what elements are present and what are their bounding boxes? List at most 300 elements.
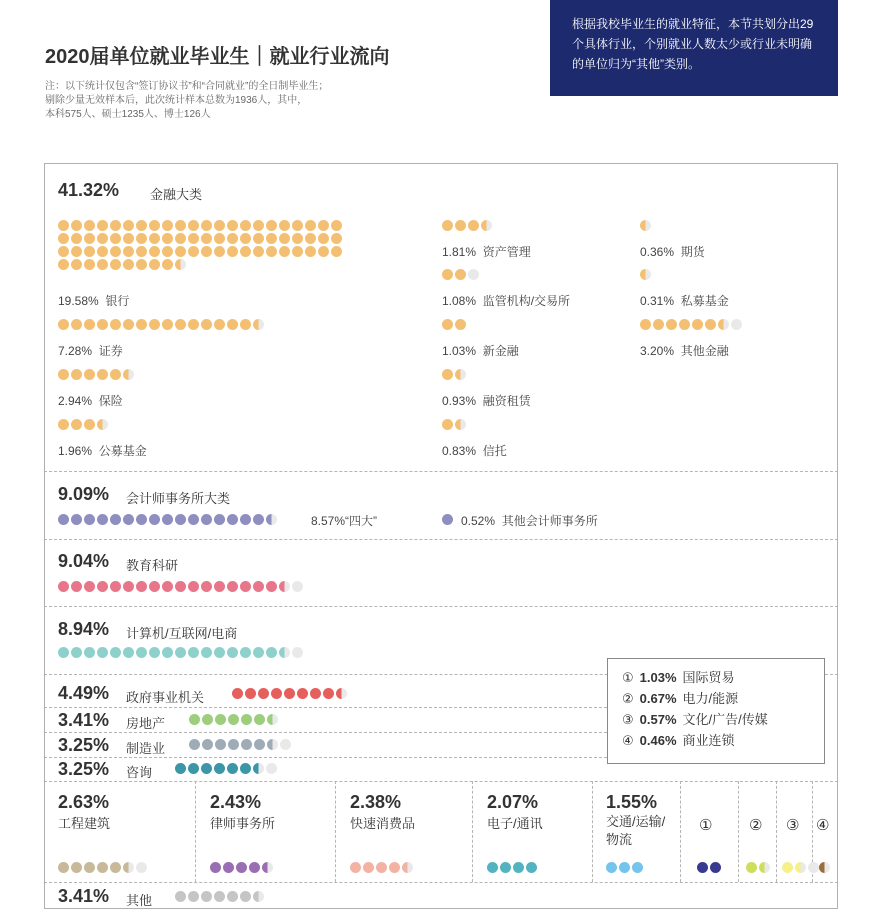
dot: [84, 246, 95, 257]
dot: [175, 514, 186, 525]
dot: [266, 233, 277, 244]
dot: [455, 319, 466, 330]
dot: [123, 246, 134, 257]
dot: [188, 319, 199, 330]
dot: [162, 259, 173, 270]
construction-pct: 2.63%: [58, 792, 110, 812]
transport-name: 交通/运输/物流: [606, 814, 666, 847]
dot: [718, 319, 729, 330]
dot: [201, 581, 212, 592]
dots-manufacturing: [189, 739, 293, 750]
dot: [214, 514, 225, 525]
dot: [402, 862, 413, 873]
dot: [253, 891, 264, 902]
dot: [123, 647, 134, 658]
dot: [215, 714, 226, 725]
dot: [58, 246, 69, 257]
fmcg-name: 快速消费品: [350, 816, 416, 831]
divider: [195, 781, 196, 882]
dot: [249, 862, 260, 873]
dot: [84, 259, 95, 270]
dot: [84, 581, 95, 592]
dots-government: [232, 688, 349, 699]
dot: [71, 369, 82, 380]
dot: [240, 514, 251, 525]
dot: [666, 319, 677, 330]
accounting-pct: 9.09%: [58, 484, 110, 504]
government-pct: 4.49%: [58, 683, 110, 703]
dots-asset-mgmt: [442, 220, 494, 231]
dot: [705, 319, 716, 330]
dot: [58, 514, 69, 525]
dot: [71, 246, 82, 257]
dots-fintech: [442, 319, 468, 330]
dot: [455, 269, 466, 280]
dot: [97, 581, 108, 592]
dot: [214, 233, 225, 244]
dot: [227, 220, 238, 231]
dot: [227, 891, 238, 902]
power-marker: ②: [749, 817, 763, 834]
dot: [97, 419, 108, 430]
label-trust: 0.83% 信托: [442, 444, 507, 458]
dot: [227, 246, 238, 257]
dot: [279, 220, 290, 231]
dot: [175, 319, 186, 330]
dot: [110, 246, 121, 257]
dot: [84, 419, 95, 430]
dot: [487, 862, 498, 873]
dot: [84, 647, 95, 658]
dots-education: [58, 581, 305, 592]
dot: [331, 220, 342, 231]
law-pct: 2.43%: [210, 792, 262, 812]
dots-private-fund: [640, 269, 653, 280]
dot: [232, 688, 243, 699]
dot: [228, 714, 239, 725]
dot: [175, 763, 186, 774]
dot: [279, 581, 290, 592]
electronics-name: 电子/通讯: [487, 816, 543, 831]
dot: [162, 647, 173, 658]
dot: [389, 862, 400, 873]
dot: [58, 319, 69, 330]
dot: [305, 220, 316, 231]
dot: [442, 369, 453, 380]
divider: [44, 539, 838, 540]
dot: [214, 246, 225, 257]
dot: [214, 647, 225, 658]
dot: [292, 647, 303, 658]
dot: [227, 319, 238, 330]
realestate-name: 房地产: [126, 716, 166, 731]
dot: [266, 763, 277, 774]
dots-other-finance: [640, 319, 744, 330]
dot: [442, 319, 453, 330]
label-other-accounting: 0.52% 其他会计师事务所: [461, 514, 598, 528]
dot: [71, 647, 82, 658]
dot: [279, 233, 290, 244]
dots-law: [210, 862, 275, 873]
dot: [136, 514, 147, 525]
dot: [110, 259, 121, 270]
government-name: 政府事业机关: [126, 690, 205, 705]
dot: [58, 259, 69, 270]
dot: [640, 319, 651, 330]
dots-bank: [58, 220, 358, 270]
dot: [227, 647, 238, 658]
manufacturing-pct: 3.25%: [58, 735, 110, 755]
dots-public-fund: [58, 419, 110, 430]
dot: [284, 688, 295, 699]
dot: [279, 246, 290, 257]
dot: [149, 514, 160, 525]
dot: [175, 891, 186, 902]
dot: [468, 220, 479, 231]
dot: [240, 647, 251, 658]
label-public-fund: 1.96% 公募基金: [58, 444, 147, 458]
dot: [189, 714, 200, 725]
dot: [175, 259, 186, 270]
dot: [442, 269, 453, 280]
divider: [776, 781, 777, 882]
dot: [136, 647, 147, 658]
dot: [214, 581, 225, 592]
label-regulator: 1.08% 监管机构/交易所: [442, 294, 571, 308]
dot: [188, 220, 199, 231]
dots-regulator: [442, 269, 481, 280]
legend-row: ④ 0.46% 商业连锁: [622, 733, 735, 748]
dot: [240, 763, 251, 774]
dot: [110, 233, 121, 244]
divider: [44, 707, 607, 708]
divider: [738, 781, 739, 882]
dot: [149, 220, 160, 231]
other-name: 其他: [126, 893, 153, 908]
dot: [240, 891, 251, 902]
dot: [258, 688, 269, 699]
dots-realestate: [189, 714, 280, 725]
dot: [149, 319, 160, 330]
dot: [71, 259, 82, 270]
dot: [318, 246, 329, 257]
dot: [71, 419, 82, 430]
dot: [513, 862, 524, 873]
divider: [44, 882, 838, 883]
dot: [363, 862, 374, 873]
dot: [262, 862, 273, 873]
electronics-pct: 2.07%: [487, 792, 539, 812]
label-asset-mgmt: 1.81% 资产管理: [442, 245, 531, 259]
dot: [240, 246, 251, 257]
dot: [123, 259, 134, 270]
dot: [468, 269, 479, 280]
dot: [267, 714, 278, 725]
dot: [267, 739, 278, 750]
dot: [136, 581, 147, 592]
label-private-fund: 0.31% 私募基金: [640, 294, 729, 308]
transport-pct: 1.55%: [606, 792, 658, 812]
dot: [97, 647, 108, 658]
dot: [136, 246, 147, 257]
trade-marker: ①: [699, 817, 713, 834]
dots-electronics: [487, 862, 539, 873]
dot: [310, 688, 321, 699]
dot: [481, 220, 492, 231]
dot: [697, 862, 708, 873]
dot: [808, 862, 819, 873]
dot: [97, 369, 108, 380]
dot: [71, 862, 82, 873]
dot: [149, 647, 160, 658]
dot: [188, 514, 199, 525]
dot: [188, 581, 199, 592]
dot: [455, 419, 466, 430]
dot: [58, 419, 69, 430]
construction-name: 工程建筑: [58, 816, 111, 831]
dot: [245, 688, 256, 699]
dot: [241, 739, 252, 750]
dot: [201, 220, 212, 231]
divider: [44, 732, 607, 733]
dot: [240, 319, 251, 330]
dot: [271, 688, 282, 699]
dot: [782, 862, 793, 873]
dot: [253, 220, 264, 231]
dot: [236, 862, 247, 873]
dot: [110, 647, 121, 658]
dot: [71, 581, 82, 592]
dots-big4: [58, 514, 279, 525]
dot: [292, 220, 303, 231]
dot: [253, 763, 264, 774]
dot: [653, 319, 664, 330]
dot: [455, 369, 466, 380]
dot: [292, 581, 303, 592]
dot: [175, 246, 186, 257]
dot: [71, 319, 82, 330]
dot: [227, 233, 238, 244]
dot: [253, 581, 264, 592]
dot: [253, 233, 264, 244]
dot: [266, 647, 277, 658]
dot: [240, 220, 251, 231]
chart-frame: [44, 163, 838, 909]
dot: [58, 220, 69, 231]
dot: [110, 319, 121, 330]
dot: [123, 369, 134, 380]
other-pct: 3.41%: [58, 886, 110, 906]
dot: [376, 862, 387, 873]
dots-futures: [640, 220, 653, 231]
dot: [795, 862, 806, 873]
dot: [214, 891, 225, 902]
label-other-finance: 3.20% 其他金融: [640, 344, 729, 358]
dot: [266, 514, 277, 525]
dot: [110, 369, 121, 380]
dot: [201, 514, 212, 525]
divider: [44, 757, 607, 758]
dot: [123, 233, 134, 244]
dot: [297, 688, 308, 699]
consulting-name: 咨询: [126, 765, 153, 780]
dots-securities: [58, 319, 266, 330]
computer-pct: 8.94%: [58, 619, 110, 639]
label-big4: 8.57%“四大”: [311, 514, 378, 528]
dot: [175, 581, 186, 592]
divider: [44, 471, 838, 472]
dot: [254, 714, 265, 725]
dot: [201, 246, 212, 257]
label-fintech: 1.03% 新金融: [442, 344, 519, 358]
dots-trust: [442, 419, 468, 430]
divider: [44, 606, 838, 607]
dot: [305, 233, 316, 244]
dot: [97, 246, 108, 257]
dot: [58, 233, 69, 244]
dot: [201, 319, 212, 330]
label-insurance: 2.94% 保险: [58, 394, 123, 408]
dots-computer: [58, 647, 305, 658]
dot: [692, 319, 703, 330]
small-industry-legend: [607, 658, 825, 764]
dot: [123, 514, 134, 525]
dot: [188, 233, 199, 244]
dot: [632, 862, 643, 873]
dot: [336, 688, 347, 699]
dot: [241, 714, 252, 725]
dot: [227, 763, 238, 774]
dot: [318, 220, 329, 231]
dot: [123, 319, 134, 330]
dot: [214, 319, 225, 330]
dot: [97, 514, 108, 525]
dot: [58, 862, 69, 873]
dots-other-accounting: [442, 514, 455, 525]
finance-pct: 41.32%: [58, 180, 120, 200]
dot: [318, 233, 329, 244]
dot: [110, 581, 121, 592]
computer-name: 计算机/互联网/电商: [126, 626, 238, 641]
dots-leasing: [442, 369, 468, 380]
dot: [149, 233, 160, 244]
dot: [201, 647, 212, 658]
dot: [97, 259, 108, 270]
dots-power: [746, 862, 772, 873]
dot: [819, 862, 830, 873]
dots-other: [175, 891, 266, 902]
consulting-pct: 3.25%: [58, 759, 110, 779]
dot: [710, 862, 721, 873]
dot: [215, 739, 226, 750]
dot: [254, 739, 265, 750]
dot: [162, 319, 173, 330]
dot: [210, 862, 221, 873]
dot: [323, 688, 334, 699]
legend-row: ③ 0.57% 文化/广告/传媒: [622, 712, 768, 727]
dot: [84, 220, 95, 231]
dot: [746, 862, 757, 873]
dots-fmcg: [350, 862, 415, 873]
dot: [305, 246, 316, 257]
dot: [162, 220, 173, 231]
dot: [240, 581, 251, 592]
dot: [97, 319, 108, 330]
label-bank: 19.58% 银行: [58, 294, 130, 308]
dot: [331, 233, 342, 244]
dot: [202, 739, 213, 750]
dot: [110, 514, 121, 525]
dots-insurance: [58, 369, 136, 380]
dot: [175, 647, 186, 658]
dot: [280, 739, 291, 750]
dot: [731, 319, 742, 330]
dot: [110, 220, 121, 231]
legend-row: ① 1.03% 国际贸易: [622, 670, 735, 685]
dot: [253, 514, 264, 525]
divider: [680, 781, 681, 882]
dot: [84, 514, 95, 525]
label-securities: 7.28% 证券: [58, 344, 123, 358]
dot: [136, 259, 147, 270]
dot: [162, 233, 173, 244]
dot: [253, 319, 264, 330]
divider: [335, 781, 336, 882]
dot: [266, 246, 277, 257]
dot: [123, 220, 134, 231]
dot: [71, 220, 82, 231]
dot: [149, 259, 160, 270]
dots-consulting: [175, 763, 279, 774]
dot: [202, 714, 213, 725]
dot: [136, 319, 147, 330]
dot: [442, 514, 453, 525]
accounting-name: 会计师事务所大类: [126, 491, 231, 506]
finance-name: 金融大类: [150, 187, 203, 202]
law-name: 律师事务所: [210, 816, 276, 831]
dot: [442, 419, 453, 430]
dot: [240, 233, 251, 244]
label-futures: 0.36% 期货: [640, 245, 705, 259]
dot: [136, 233, 147, 244]
dot: [162, 581, 173, 592]
dot: [350, 862, 361, 873]
dots-culture: [782, 862, 821, 873]
realestate-pct: 3.41%: [58, 710, 110, 730]
dot: [253, 246, 264, 257]
dot: [162, 514, 173, 525]
dot: [214, 220, 225, 231]
dot: [71, 233, 82, 244]
dot: [189, 739, 200, 750]
dot: [110, 862, 121, 873]
culture-marker: ③: [786, 817, 800, 834]
dot: [640, 220, 651, 231]
intro-box: 根据我校毕业生的就业特征，本节共划分出29个具体行业，个别就业人数太少或行业未明确的单位归为“其他”类别。: [550, 0, 838, 96]
label-leasing: 0.93% 融资租赁: [442, 394, 531, 408]
dots-transport: [606, 862, 645, 873]
dot: [123, 581, 134, 592]
dot: [442, 220, 453, 231]
sample-note: 注：以下统计仅包含“签订协议书”和“合同就业”的全日制毕业生； 剔除少量无效样本后，此次统计样本总数为1936人，其中， 本科575人、硕士1235人、博士126人: [45, 81, 329, 120]
page-title: 2020届单位就业毕业生｜就业行业流向: [45, 46, 390, 68]
dot: [679, 319, 690, 330]
dot: [640, 269, 651, 280]
dot: [149, 581, 160, 592]
dot: [292, 233, 303, 244]
education-name: 教育科研: [126, 558, 179, 573]
dot: [500, 862, 511, 873]
